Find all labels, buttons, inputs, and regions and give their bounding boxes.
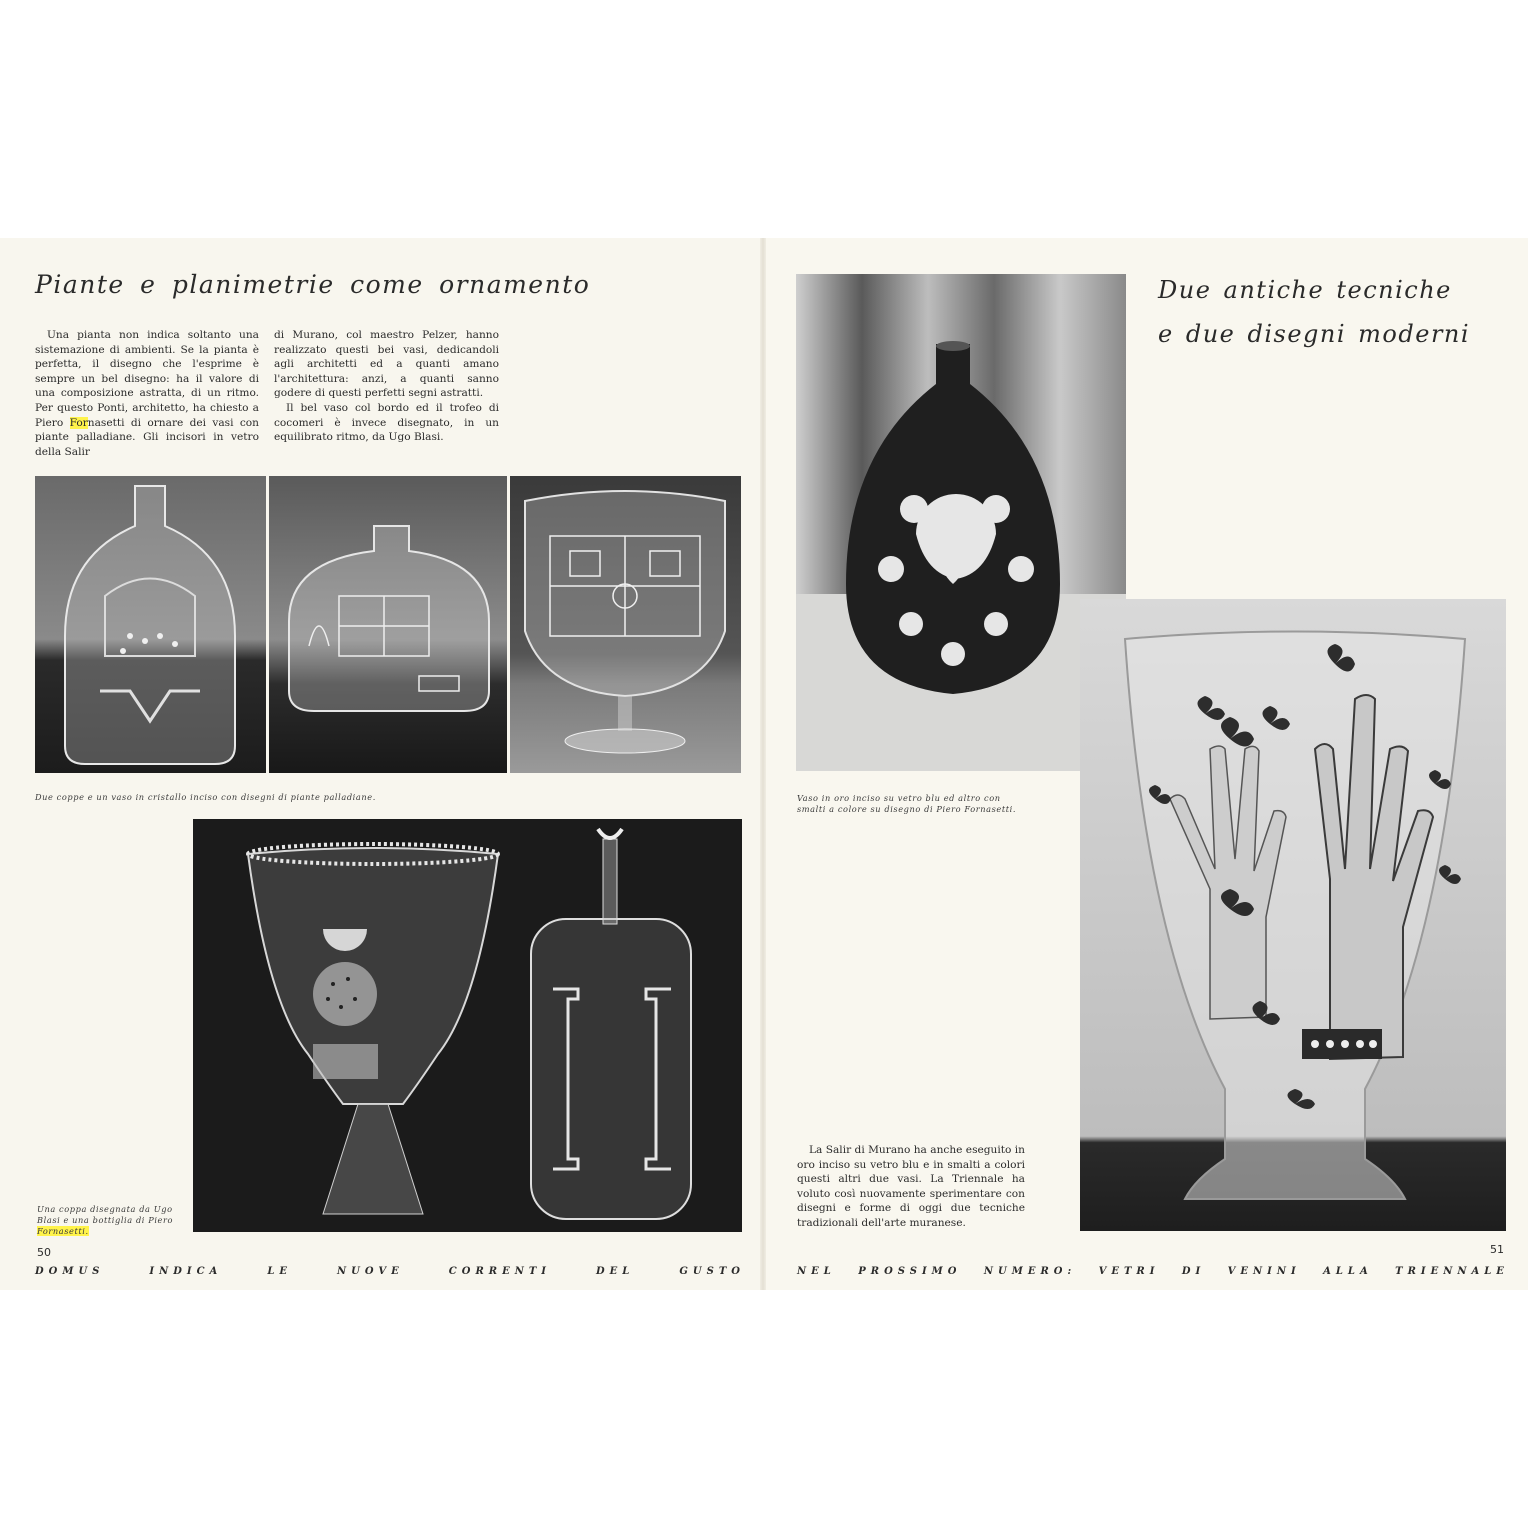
photo-goblet	[510, 476, 741, 773]
article-paragraph: Il bel vaso col bordo ed il trofeo di cocomeri è invece disegnato, in un equilibrato ritmo, da Ugo Blasi.	[274, 401, 499, 444]
footer-word: DOMUS	[35, 1266, 105, 1277]
footer-word: CORRENTI	[448, 1266, 551, 1277]
salir-note: La Salir di Murano ha anche eseguito in oro inciso su vetro blu e in smalti a colori questi altri due vasi. La Triennale ha voluto così nuovamente sperimentare con disegni e forme di oggi due tecniche tradizionali dell'arte muranese.	[797, 1144, 1025, 1229]
left-page-title: Piante e planimetrie come ornamento	[35, 270, 591, 299]
highlighted-text: For	[69, 416, 88, 429]
article-column-2	[274, 328, 499, 445]
footer-word: PROSSIMO	[858, 1266, 962, 1277]
right-page-title	[1158, 268, 1470, 356]
footer-word: NUMERO:	[983, 1266, 1077, 1277]
caption-palladian: Due coppe e un vaso in cristallo inciso con disegni di piante palladiane.	[35, 792, 376, 802]
photo-shell-vase	[796, 274, 1126, 771]
photo-flat-bottle	[269, 476, 507, 773]
footer-word: TRIENNALE	[1395, 1266, 1509, 1277]
footer-word: DEL	[596, 1266, 635, 1277]
footer-word: NEL	[797, 1266, 836, 1277]
article-column-1	[35, 328, 259, 459]
paragraph-text: Una pianta non indica soltanto una sistemazione di ambienti. Se la pianta è perfetta, il disegno che l'esprime è sempre un bel disegno: ha il valore di una composizione astratta, di un ritmo. Per questo Ponti, architetto, ha chiesto a Piero	[35, 329, 259, 429]
footer-word: LE	[267, 1266, 292, 1277]
footer-word: VETRI	[1098, 1266, 1160, 1277]
article-paragraph: di Murano, col maestro Pelzer, hanno realizzato questi bei vasi, dedicandoli agli architetti ed a quanti amano l'architettura: anzi, a quanti sanno godere di questi perfetti segni astratti.	[274, 329, 499, 400]
title-line: e due disegni moderni	[1158, 320, 1471, 348]
title-line: Due antiche tecniche	[1158, 276, 1452, 304]
photo-bottle-vase	[35, 476, 266, 773]
footer-right	[797, 1266, 1509, 1277]
footer-left	[35, 1266, 745, 1277]
caption-text: Una coppa disegnata da Ugo Blasi e una bottiglia di Piero	[37, 1204, 174, 1225]
photo-cup-and-bottle	[193, 819, 742, 1232]
page-gutter	[760, 238, 766, 1290]
paragraph-text: nasetti di ornare dei vasi con piante palladiane. Gli incisori in vetro della Salir	[35, 416, 259, 458]
footer-word: INDICA	[149, 1266, 223, 1277]
page-number-left: 50	[37, 1246, 51, 1259]
footer-word: ALLA	[1323, 1266, 1373, 1277]
highlighted-text: Fornasetti.	[37, 1226, 89, 1236]
footer-word: DI	[1181, 1266, 1206, 1277]
photo-hands-vase	[1080, 599, 1506, 1231]
page-number-right: 51	[1490, 1243, 1504, 1256]
caption-blasi-fornasetti	[37, 1204, 187, 1237]
footer-word: GUSTO	[679, 1266, 745, 1277]
footer-word: VENINI	[1227, 1266, 1301, 1277]
caption-vase: Vaso in oro inciso su vetro blu ed altro con smalti a colore su disegno di Piero Fornasetti.	[797, 793, 1017, 814]
footer-word: NUOVE	[337, 1266, 404, 1277]
article-paragraph	[35, 328, 259, 459]
